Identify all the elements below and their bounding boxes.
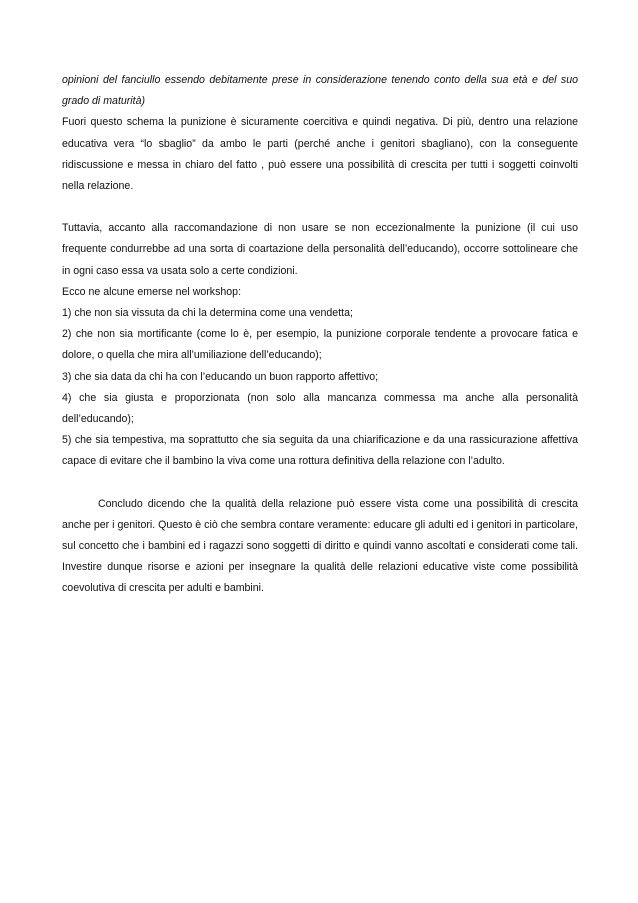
list-item: 1) che non sia vissuta da chi la determina come una vendetta; [62,307,353,320]
paragraph-tuttavia: Tuttavia, accanto alla raccomandazione di non usare se non eccezionalmente la punizione (il cui uso frequente condurrebbe ad una sorta di coartazione della personalità dell’educando), occorre sottolineare che in ogni caso essa va usata solo a certe condizioni. [62,222,578,277]
paragraph-gap [62,473,578,494]
list-item: 4) che sia giusta e proporzionata (non solo alla mancanza commessa ma anche alla personalità dell’educando); [62,391,578,426]
paragraph-fuori-schema: Fuori questo schema la punizione è sicuramente coercitiva e quindi negativa. Di più, dentro una relazione educativa vera “lo sbaglio” da ambo le parti (perché anche i genitori sbagliano), con la conseguente ridiscussione e messa in chiaro del fatto , può essere una possibilità di crescita per tutti i soggetti coinvolti nella relazione. [62,116,578,193]
paragraph-conclusion: Concludo dicendo che la qualità della relazione può essere vista come una possibilità di crescita anche per i genitori. Questo è ciò che sembra contare veramente: educare gli adulti ed i genitori in particolare, sul concetto che i bambini ed i ragazzi sono soggetti di diritto e quindi vanno ascoltati e considerati come tali. Investire dunque risorse e azioni per insegnare la qualità delle relazioni educative viste come possibilità coevolutiva di crescita per adulti e bambini. [62,497,578,595]
paragraph-workshop-intro: Ecco ne alcune emerse nel workshop: [62,285,242,298]
paragraph-italic-opinioni: opinioni del fanciullo essendo debitamente prese in considerazione tenendo conto della sua età e del suo grado di maturità) [62,74,578,108]
document-body [62,70,578,600]
paragraph-gap [62,197,578,218]
list-item: 2) che non sia mortificante (come lo è, per esempio, la punizione corporale tendente a provocare fatica e dolore, o quella che mira all’umiliazione dell’educando); [62,328,578,362]
list-item: 3) che sia data da chi ha con l’educando un buon rapporto affettivo; [62,370,379,383]
list-item: 5) che sia tempestiva, ma soprattutto che sia seguita da una chiarificazione e da una rassicurazione affettiva capace di evitare che il bambino la viva come una rottura definitiva della relazione con l’adulto. [62,434,578,468]
